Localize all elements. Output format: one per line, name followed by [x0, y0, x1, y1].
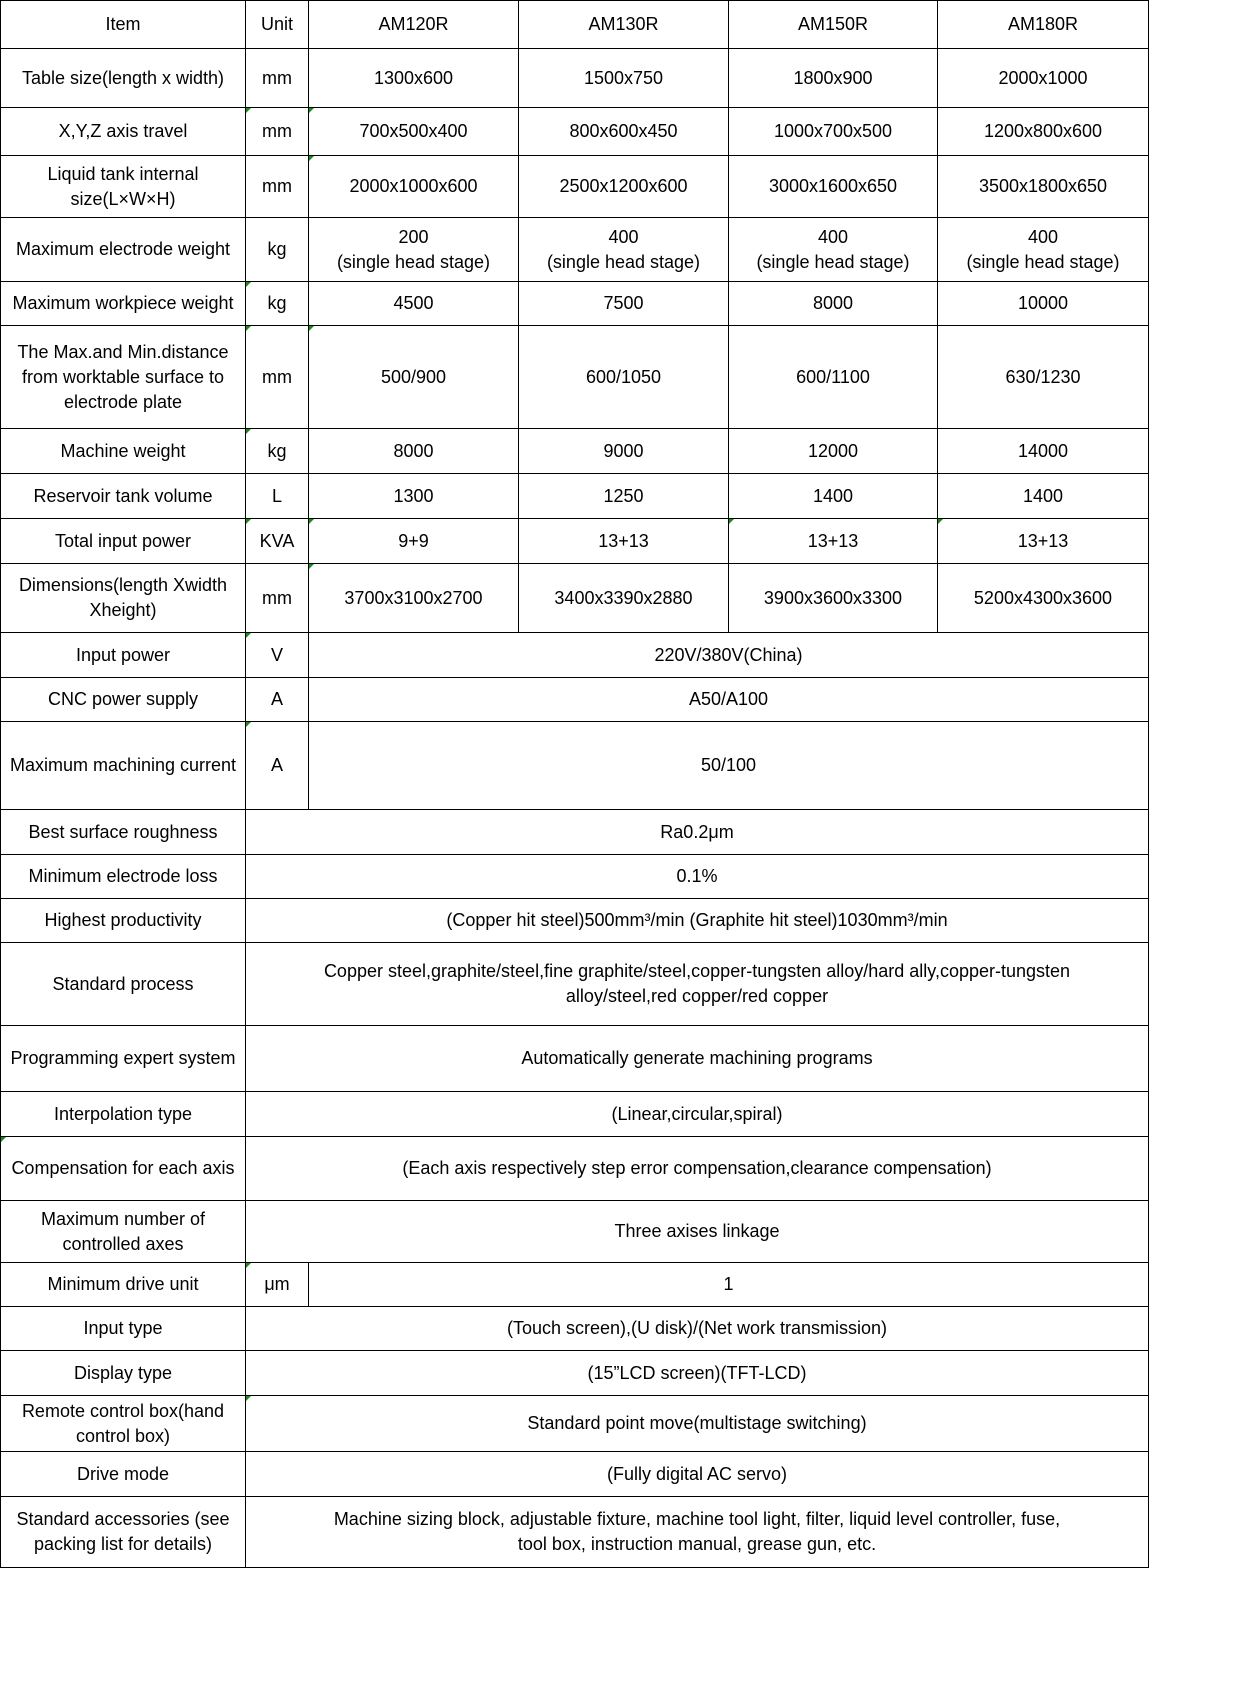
header-model: AM130R	[519, 1, 729, 49]
header-unit: Unit	[246, 1, 309, 49]
cell-value: 9000	[519, 429, 729, 474]
table-row	[1, 1026, 1149, 1092]
table-row	[1, 1092, 1149, 1137]
cell-value: 0.1%	[246, 855, 1149, 899]
table-row	[1, 108, 1149, 156]
row-label: X,Y,Z axis travel	[1, 108, 246, 156]
cell-value: A50/A100	[309, 678, 1149, 722]
cell-value: 12000	[729, 429, 938, 474]
table-row	[1, 1396, 1149, 1452]
table-row	[1, 326, 1149, 429]
cell-value: 14000	[938, 429, 1149, 474]
table-row	[1, 1497, 1149, 1568]
row-label: Best surface roughness	[1, 810, 246, 855]
cell-value: 500/900	[309, 326, 519, 429]
row-label: Reservoir tank volume	[1, 474, 246, 519]
cell-value: Standard point move(multistage switching)	[246, 1396, 1149, 1452]
header-model: AM180R	[938, 1, 1149, 49]
row-label: Dimensions(length Xwidth Xheight)	[1, 564, 246, 633]
cell-value: 1500x750	[519, 49, 729, 108]
row-label: Total input power	[1, 519, 246, 564]
row-label: Machine weight	[1, 429, 246, 474]
table-row	[1, 1307, 1149, 1351]
row-label: Minimum electrode loss	[1, 855, 246, 899]
cell-value: 1000x700x500	[729, 108, 938, 156]
cell-value: 3000x1600x650	[729, 156, 938, 218]
row-unit: KVA	[246, 519, 309, 564]
cell-value: 2500x1200x600	[519, 156, 729, 218]
table-row	[1, 943, 1149, 1026]
cell-value: 1300x600	[309, 49, 519, 108]
cell-value: Automatically generate machining programs	[246, 1026, 1149, 1092]
row-label: Table size(length x width)	[1, 49, 246, 108]
cell-value: 3900x3600x3300	[729, 564, 938, 633]
row-unit: μm	[246, 1263, 309, 1307]
cell-value: 3400x3390x2880	[519, 564, 729, 633]
table-row	[1, 282, 1149, 326]
header-model: AM150R	[729, 1, 938, 49]
row-label: Standard accessories (see packing list for details)	[1, 1497, 246, 1568]
value-note: (single head stage)	[966, 251, 1120, 272]
cell-value: (Fully digital AC servo)	[246, 1452, 1149, 1497]
value-note: (single head stage)	[336, 251, 491, 272]
table-row	[1, 519, 1149, 564]
cell-value: 50/100	[309, 722, 1149, 810]
row-label: Standard process	[1, 943, 246, 1026]
value-number: 400	[1027, 226, 1059, 247]
row-unit: kg	[246, 218, 309, 282]
cell-value: 13+13	[519, 519, 729, 564]
table-row	[1, 218, 1149, 282]
cell-value: Ra0.2μm	[246, 810, 1149, 855]
row-unit: V	[246, 633, 309, 678]
row-label: Maximum workpiece weight	[1, 282, 246, 326]
table-row	[1, 564, 1149, 633]
value-number: 400	[608, 226, 639, 247]
cell-value	[519, 218, 729, 282]
row-label: Remote control box(hand control box)	[1, 1396, 246, 1452]
row-label: Interpolation type	[1, 1092, 246, 1137]
table-row	[1, 49, 1149, 108]
table-row	[1, 1263, 1149, 1307]
cell-value: 800x600x450	[519, 108, 729, 156]
table-row	[1, 633, 1149, 678]
cell-value: (Touch screen),(U disk)/(Net work transmission)	[246, 1307, 1149, 1351]
table-row	[1, 678, 1149, 722]
cell-value: 600/1050	[519, 326, 729, 429]
cell-value: 3700x3100x2700	[309, 564, 519, 633]
cell-value: (Each axis respectively step error compensation,clearance compensation)	[246, 1137, 1149, 1201]
value-number: 200	[398, 226, 429, 247]
table-row	[1, 899, 1149, 943]
table-row	[1, 855, 1149, 899]
header-model: AM120R	[309, 1, 519, 49]
row-unit: L	[246, 474, 309, 519]
row-unit: mm	[246, 49, 309, 108]
cell-value: 1200x800x600	[938, 108, 1149, 156]
row-unit: mm	[246, 326, 309, 429]
cell-value: Machine sizing block, adjustable fixture, machine tool light, filter, liquid level controller, fuse, tool box, instruction manual, grease gun, etc.	[246, 1497, 1149, 1568]
cell-value: 8000	[729, 282, 938, 326]
header-row	[1, 1, 1149, 49]
cell-value: (Copper hit steel)500mm³/min (Graphite hit steel)1030mm³/min	[246, 899, 1149, 943]
cell-value: 1400	[729, 474, 938, 519]
table-row	[1, 1351, 1149, 1396]
cell-value: 7500	[519, 282, 729, 326]
row-unit: mm	[246, 156, 309, 218]
table-row	[1, 810, 1149, 855]
table-row	[1, 1201, 1149, 1263]
row-label: The Max.and Min.distance from worktable surface to electrode plate	[1, 326, 246, 429]
cell-value: Copper steel,graphite/steel,fine graphite/steel,copper-tungsten alloy/hard ally,copper-tungsten alloy/steel,red copper/red copper	[246, 943, 1149, 1026]
row-label: CNC power supply	[1, 678, 246, 722]
value-number: 400	[817, 226, 849, 247]
row-label: Maximum electrode weight	[1, 218, 246, 282]
cell-value: 13+13	[938, 519, 1149, 564]
cell-value	[309, 218, 519, 282]
row-unit: mm	[246, 108, 309, 156]
cell-value: 5200x4300x3600	[938, 564, 1149, 633]
cell-value: Three axises linkage	[246, 1201, 1149, 1263]
cell-value: 600/1100	[729, 326, 938, 429]
row-label: Liquid tank internal size(L×W×H)	[1, 156, 246, 218]
row-unit: mm	[246, 564, 309, 633]
row-label: Input power	[1, 633, 246, 678]
row-label: Compensation for each axis	[1, 1137, 246, 1201]
cell-value: 630/1230	[938, 326, 1149, 429]
cell-value: 8000	[309, 429, 519, 474]
row-label: Minimum drive unit	[1, 1263, 246, 1307]
cell-value: 1400	[938, 474, 1149, 519]
cell-value: 1	[309, 1263, 1149, 1307]
row-label: Highest productivity	[1, 899, 246, 943]
cell-value	[938, 218, 1149, 282]
cell-value: 9+9	[309, 519, 519, 564]
table-row	[1, 1137, 1149, 1201]
table-row	[1, 429, 1149, 474]
cell-value: 220V/380V(China)	[309, 633, 1149, 678]
row-label: Display type	[1, 1351, 246, 1396]
row-label: Maximum machining current	[1, 722, 246, 810]
cell-value: (Linear,circular,spiral)	[246, 1092, 1149, 1137]
cell-value	[729, 218, 938, 282]
cell-value: 1800x900	[729, 49, 938, 108]
row-label: Input type	[1, 1307, 246, 1351]
cell-value: 1250	[519, 474, 729, 519]
table-row	[1, 156, 1149, 218]
cell-value: 4500	[309, 282, 519, 326]
row-label: Programming expert system	[1, 1026, 246, 1092]
value-note: (single head stage)	[546, 251, 701, 272]
row-unit: kg	[246, 429, 309, 474]
cell-value: 1300	[309, 474, 519, 519]
cell-value: 2000x1000x600	[309, 156, 519, 218]
header-item: Item	[1, 1, 246, 49]
table-row	[1, 474, 1149, 519]
cell-value: 13+13	[729, 519, 938, 564]
row-unit: A	[246, 722, 309, 810]
table-row	[1, 1452, 1149, 1497]
cell-value: 10000	[938, 282, 1149, 326]
cell-value: 2000x1000	[938, 49, 1149, 108]
cell-value: (15”LCD screen)(TFT-LCD)	[246, 1351, 1149, 1396]
row-label: Maximum number of controlled axes	[1, 1201, 246, 1263]
row-unit: kg	[246, 282, 309, 326]
cell-value: 3500x1800x650	[938, 156, 1149, 218]
value-note: (single head stage)	[756, 251, 910, 272]
row-unit: A	[246, 678, 309, 722]
row-label: Drive mode	[1, 1452, 246, 1497]
cell-value: 700x500x400	[309, 108, 519, 156]
table-row	[1, 722, 1149, 810]
